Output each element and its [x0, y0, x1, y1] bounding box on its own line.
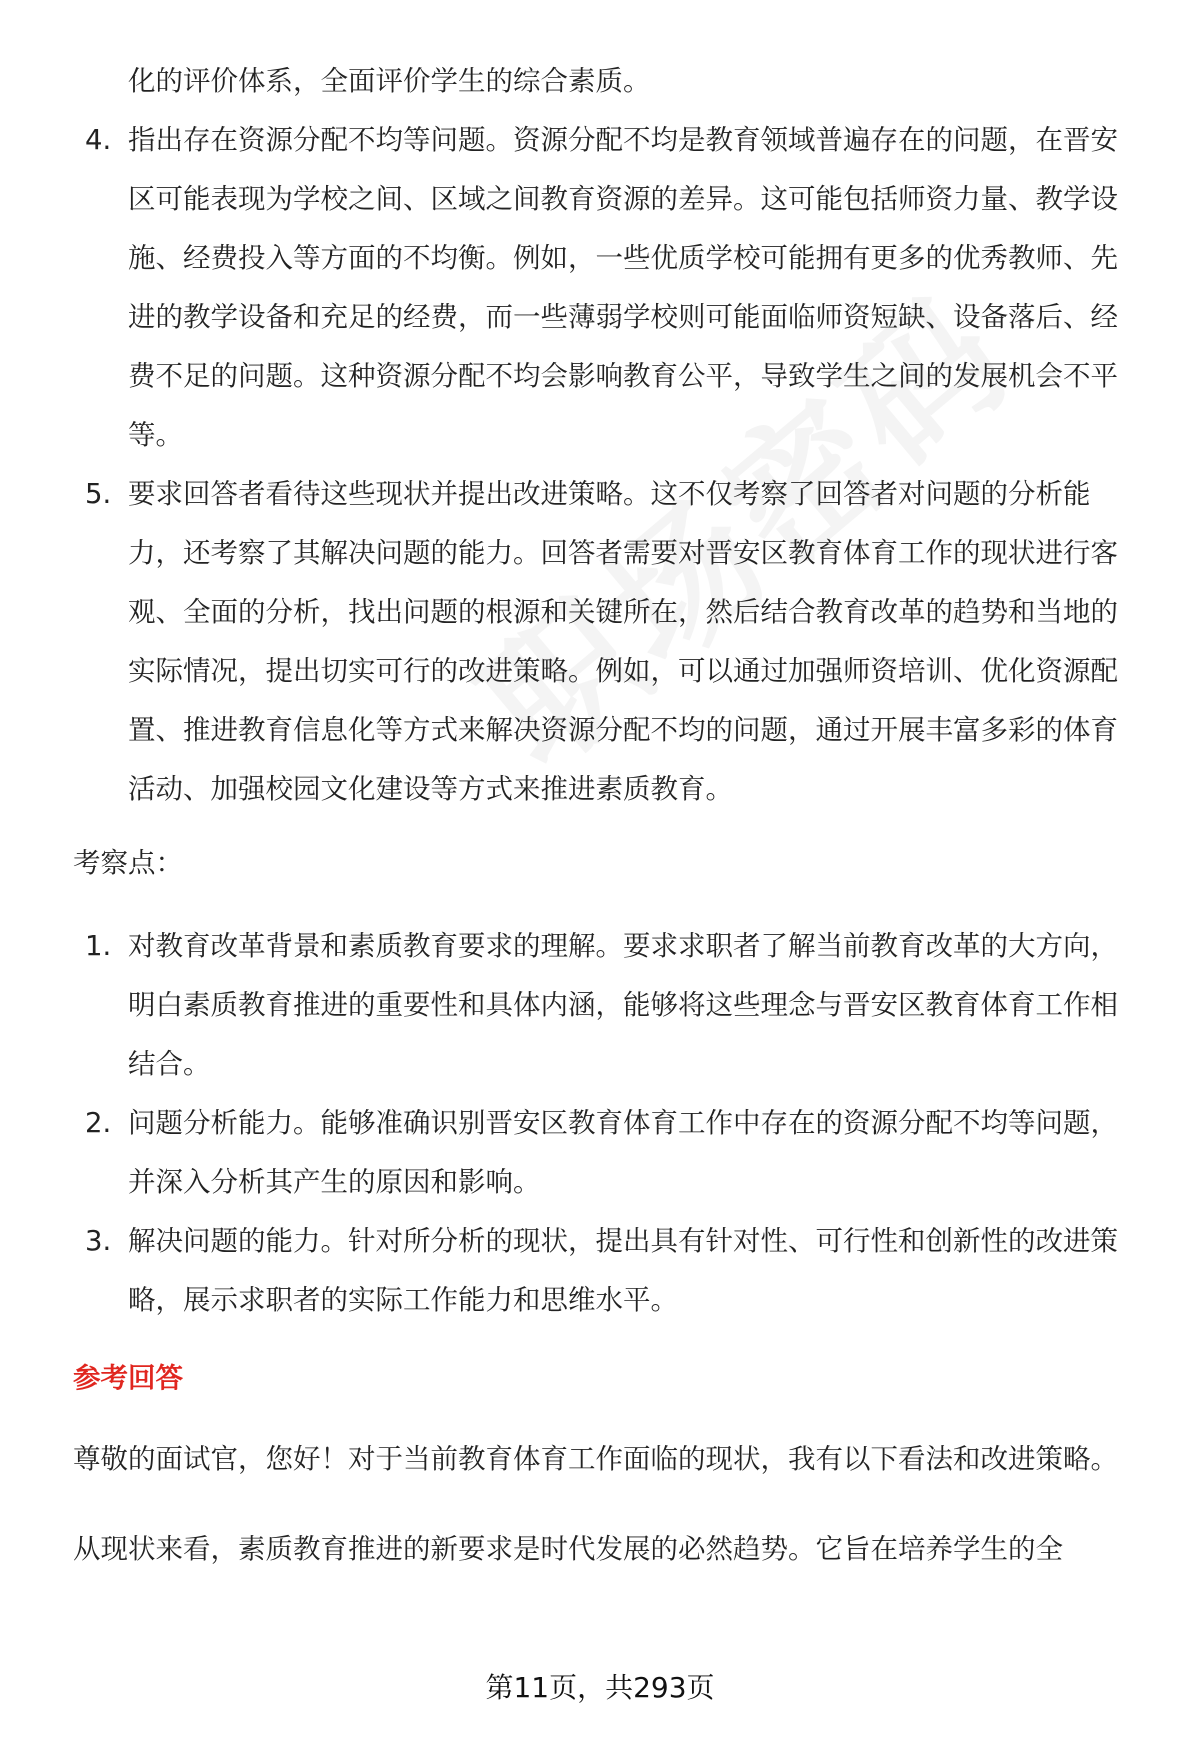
page-content	[73, 52, 1145, 1610]
list-item-text: 要求回答者看待这些现状并提出改进策略。这不仅考察了回答者对问题的分析能力，还考察了其解决问题的能力。回答者需要对晋安区教育体育工作的现状进行客观、全面的分析，找出问题的根源和关键所在，然后结合教育改革的趋势和当地的实际情况，提出切实可行的改进策略。例如，可以通过加强师资培训、优化资源配置、推进教育信息化等方式来解决资源分配不均的问题，通过开展丰富多彩的体育活动、加强校园文化建设等方式来推进素质教育。	[128, 478, 1118, 805]
list-item-number: 2.	[85, 1107, 112, 1139]
list-item	[73, 1212, 1145, 1330]
continued-text: 化的评价体系，全面评价学生的综合素质。	[128, 65, 651, 97]
answer-paragraph: 尊敬的面试官，您好！对于当前教育体育工作面临的现状，我有以下看法和改进策略。	[73, 1443, 1118, 1475]
page-number-footer: 第11页，共293页	[485, 1671, 715, 1704]
list-item-text: 问题分析能力。能够准确识别晋安区教育体育工作中存在的资源分配不均等问题，并深入分析其产生的原因和影响。	[128, 1107, 1118, 1198]
answer-paragraph: 从现状来看，素质教育推进的新要求是时代发展的必然趋势。它旨在培养学生的全	[73, 1533, 1063, 1565]
exam-points-list	[73, 917, 1145, 1330]
reference-answer-heading: 参考回答	[73, 1362, 183, 1394]
list-item-text: 指出存在资源分配不均等问题。资源分配不均是教育领域普遍存在的问题，在晋安区可能表现为学校之间、区域之间教育资源的差异。这可能包括师资力量、教学设施、经费投入等方面的不均衡。例如，一些优质学校可能拥有更多的优秀教师、先进的教学设备和充足的经费，而一些薄弱学校则可能面临师资短缺、设备落后、经费不足的问题。这种资源分配不均会影响教育公平，导致学生之间的发展机会不平等。	[128, 124, 1118, 451]
list-item	[73, 1094, 1145, 1212]
list-item-number: 1.	[85, 930, 112, 962]
list-item-number: 5.	[85, 478, 112, 510]
list-item-number: 3.	[85, 1225, 112, 1257]
list-item-number: 4.	[85, 124, 112, 156]
list-item	[73, 917, 1145, 1094]
analysis-list	[73, 111, 1145, 819]
list-item	[73, 111, 1145, 465]
exam-points-label: 考察点：	[73, 847, 183, 879]
list-item-text: 解决问题的能力。针对所分析的现状，提出具有针对性、可行性和创新性的改进策略，展示求职者的实际工作能力和思维水平。	[128, 1225, 1118, 1316]
list-item	[73, 465, 1145, 819]
list-item-text: 对教育改革背景和素质教育要求的理解。要求求职者了解当前教育改革的大方向，明白素质教育推进的重要性和具体内涵，能够将这些理念与晋安区教育体育工作相结合。	[128, 930, 1118, 1080]
